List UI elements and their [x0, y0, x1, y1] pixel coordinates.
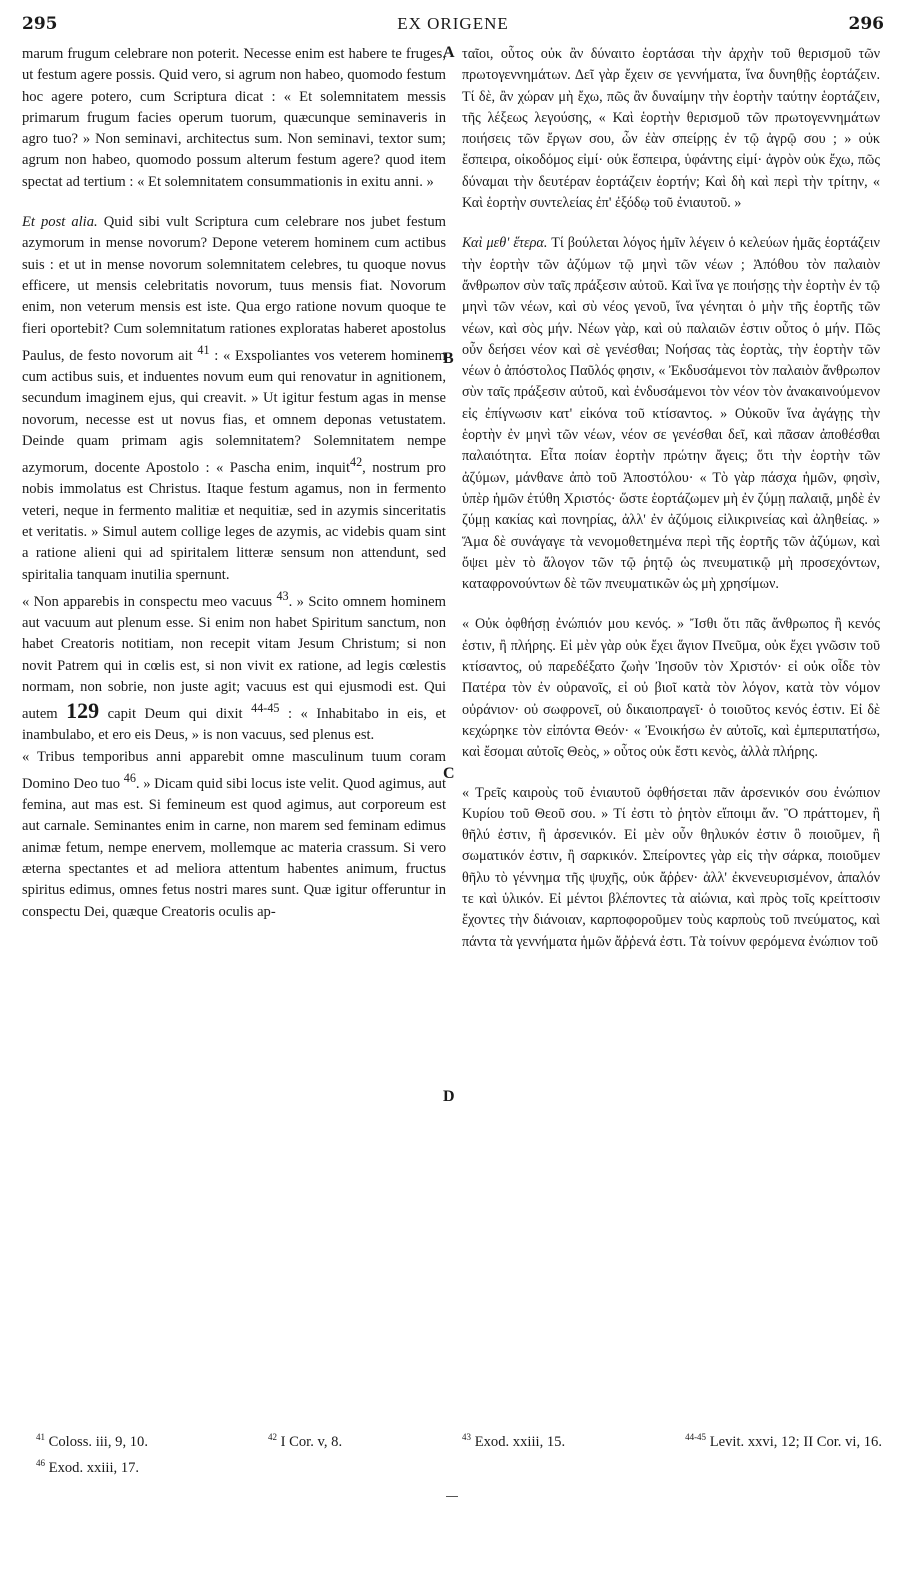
footnote-mark: 43: [462, 1432, 472, 1442]
greek-text: Τί βούλεται λόγος ἡμῖν λέγειν ὁ κελεύων ἡμᾶς ἑορτάζειν τὴν ἑορτὴν τῶν ἀζύμων τῷ μηνὶ τῶν νέων ; Ἀπόθου τὸν παλαιὸν ἄνθρωπον σὺν ταῖς πράξεσιν αὐτοῦ. Καὶ ἵνα γε ποιήσῃς τὴν ἑορτὴν ἐν τῷ μηνὶ τῶν νέων, καὶ σὺ νέος γενοῦ, ἵνα γένηται ὁ μὴν τῆς ἑορτῆς τῶν νέων, καὶ σὸς μήν. Νέων γὰρ, καὶ οὐ παλαιῶν ἐστιν οὗτος ὁ μήν. Πῶς οὖν δεήσει νέον καὶ σὲ γενέσθαι; Νοήσας τὰς ἑορτὰς, τὴν ἑορτὴν τῶν νέων ὁ ἀπόστολος Παῦλός φησιν, « Ἐκδυσάμενοι τὸν παλαιὸν ἄνθρωπον σὺν ταῖς πράξεσιν αὐτοῦ, καὶ ἐνδυσάμενοι τὸν νέον τὸν ἀνακαινούμενον εἰς ἐπίγνωσιν κατ' εἰκόνα τοῦ κτίσαντος. » Οὐκοῦν ἵνα ἀγάγῃς τὴν ἑορτὴν ἐν μηνὶ τῶν νέων, νέον σε γενέσθαι δεῖ, καὶ πᾶσαν ἀποθέσθαι παλαιότητα. Εἶτα ποίαν ἑορτὴν πρώτην ἄγεις; ὅτι τὴν ἑορτὴν τῶν ἀζύμων, μάνθανε ἀπὸ τοῦ Ἀποστόλου· « Τὸ γὰρ πάσχα ἡμῶν, φησὶν, ὑπὲρ ἡμῶν ἐτύθη Χριστός· ὥστε ἑορτάζωμεν μὴ ἐν ζύμῃ παλαιᾷ, μηδὲ ἐν ζύμῃ κακίας καὶ πονηρίας, ἀλλ' ἐν ἀζύμοις εἰλικρινείας καὶ ἀληθείας. » Ἅμα δὲ συνάγαγε τὰ νενομοθετημένα περὶ τῆς ἑορτῆς τῶν ἀζύμων, καὶ ὄψει μὲν τὸ ἄλογον τῶν τῷ ῥητῷ ὡς πνευματικῷ μὴ προσεχόντων, καταφρονούντων δὲ τῶν πνευματικῶν ὡς μὴ χρησίμων.: [462, 235, 880, 593]
footnote-44: [685, 1427, 882, 1453]
footnote-ref: 44-45: [251, 701, 280, 716]
footnote-ref: 43: [276, 588, 289, 603]
footnote-42: [268, 1427, 342, 1453]
latin-text: . » Scito omnem hominem aut vacuum aut plenum esse. Si enim non habet Spiritum sanctum, non habet Creatoris notitiam, non recepit vitam Jesum Christum; si non novit Patrem qui in cœlis est, si non vivit ex ratione, ad legis cœlestis normam, non sobrie, non juste agit; vacuus est qui ejusmodi est. Qui autem: [22, 593, 446, 723]
latin-paragraph-1: marum frugum celebrare non poterit. Necesse enim est habere te fruges, ut festum agere possis. Quid vero, si agrum non habeo, quomodo festum hoc agere potero, cum Scriptura dicat : « Et solemnitatem messis primarum frugum facies operum tuorum, quæcunque seminaveris in agro tuo? » Non seminavi, architectus sum. Non seminavi, textor sum; agrum non habeo, quomodo possum alterum festum agere? quod item spectat ad tertium : « Et solemnitatem consummationis in exitu anni. »: [22, 46, 446, 190]
footnote-ref: 42: [350, 455, 363, 470]
greek-paragraph-1: ταῖοι, οὗτος οὐκ ἂν δύναιτο ἑορτάσαι τὴν ἀρχὴν τοῦ θερισμοῦ τῶν πρωτογεννημάτων. Δεῖ γὰρ ἔχειν σε γεννήματα, ἵνα δυνηθῇς ἑορτάζειν. Τί δὲ, ἂν χώραν μὴ ἔχω, πῶς ἂν δυναίμην τὴν ἑορτὴν ταύτην ἑορτάζειν, τῆς λέξεως λεγούσης, « Καὶ ἑορτὴν θερισμοῦ τῶν πρωτογεννημάτων ποιήσεις τῶν ἔργων σου, ὧν ἐὰν σπείρῃς ἐν τῷ ἀγρῷ σου ; » οὐκ ἔσπειρα, οἰκοδόμος εἰμί· οὐκ ἔσπειρα, ὑφάντης εἰμί· ἀγρὸν οὐκ ἔχω, πῶς δύναμαι τὴν δευτέραν ἑορτάζειν ἑορτήν; Καὶ δὴ καὶ περὶ τὴν τρίτην, « Καὶ ἑορτὴν συντελείας ἐπ' ἐξόδῳ τοῦ ἐνιαυτοῦ. »: [462, 46, 880, 212]
latin-text: « Non apparebis in conspectu meo vacuus: [22, 593, 273, 610]
footnote-ref: 41: [197, 342, 210, 357]
page-number-left: 295: [22, 14, 58, 34]
latin-text: « Tribus temporibus anni apparebit omne masculinum tuum coram Domino Deo tuo: [22, 748, 446, 792]
footnote-text: Levit. xxvi, 12; II Cor. vi, 16.: [709, 1433, 882, 1450]
latin-lead: Et post alia.: [22, 214, 98, 231]
margin-marker-d: D: [443, 1088, 455, 1105]
footnote-41: [36, 1427, 148, 1453]
footnote-mark: 42: [267, 1432, 277, 1442]
footnote-mark: 46: [36, 1457, 45, 1468]
footnote-ref: 46: [123, 770, 136, 785]
latin-paragraph-3: [22, 586, 446, 747]
page-header: [22, 14, 884, 40]
greek-paragraph-3: « Οὐκ ὀφθήσῃ ἐνώπιόν μου κενός. » Ἴσθι ὅτι πᾶς ἄνθρωπος ἢ κενός ἐστιν, ἢ πλήρης. Εἰ μὲν γὰρ οὐκ ἔχει ἅγιον Πνεῦμα, οὐκ ἔχει γνῶσιν τοῦ κτίσαντος, οὐ παρεδέξατο ζωὴν Ἰησοῦν τὸν Χριστόν· εἰ οὐκ οἶδε τὸν Πατέρα τὸν ἐν οὐρανοῖς, εἰ οὐ βιοῖ κατὰ τὸν λόγον, κατὰ τὸν νόμον οὐράνιον· οὐ σωφρονεῖ, οὐ δικαιοπραγεῖ· ὁ τοιοῦτος κενός ἐστιν. Εἰ δὲ κεχώρηκε τὸν εἰπόντα Θεόν· « Ἐνοικήσω ἐν αὐτοῖς, καὶ ἐμπεριπατήσω, καὶ ἔσομαι αὐτοῖς Θεὸς, » οὗτος οὐκ ἔστι κενὸς, ἀλλὰ πλήρης.: [462, 616, 880, 761]
footnote-mark: 44-45: [685, 1432, 707, 1442]
footnote-text: Exod. xxiii, 15.: [474, 1433, 566, 1450]
greek-lead: Καὶ μεθ' ἕτερα.: [462, 235, 548, 252]
latin-text: : « Inhabitabo in eis, et inambulabo, et ero eis Deus, » is non vacuus, sed plenus est.: [22, 706, 446, 744]
page-number-right: 296: [848, 14, 884, 34]
running-title: EX ORIGENE: [397, 14, 509, 33]
latin-text: , nostrum pro nobis immolatus est Christus. Itaque festum agamus, non in fermento veteri, neque in fermento malitiæ et nequitiæ, sed in azymis sinceritatis et veritatis. » Simul autem collige leges de azymis, ac videbis quam sint a ratione alieni qui ad spiritalem litteræ sensum non attendunt, sed spiritalia tanquam inutilia spernunt.: [22, 460, 446, 583]
latin-text: capit Deum qui dixit: [107, 706, 243, 723]
latin-text: Quid sibi vult Scriptura cum celebrare nos jubet festum azymorum in mense novorum? Depone veterem hominem cum actibus suis : et ut in mense novorum solemnitatem celebres, tu quoque novus efficere, ut mensis celebritatis novorum, tuus mensis fiat. Novorum enim, non veterum mensis est iste. Qua ergo ratione novum quoque te fieri oportebit? Cum solemnitatum rationes exploratas haberet apostolus Paulus, de festo novorum ait: [22, 214, 446, 364]
latin-paragraph-2: [22, 212, 446, 586]
margin-marker-a: A: [443, 44, 455, 61]
greek-paragraph-4: « Τρεῖς καιροὺς τοῦ ἐνιαυτοῦ ὀφθήσεται πᾶν ἀρσενικόν σου ἐνώπιον Κυρίου τοῦ Θεοῦ σου. » Τί ἐστι τὸ ῥητὸν εἴποιμι ἄν. Ὃ πράττομεν, ἢ θῆλύ ἐστιν, ἢ ἀρσενικόν. Εἰ μὲν οὖν θηλυκόν ἐστιν ὃ ποιοῦμεν, ἢ σωματικόν ἐστιν, ἢ σαρκικόν. Σπείροντες γὰρ εἰς τὴν σάρκα, ποιοῦμεν θῆλυ τὸ γέννημα τῆς ψυχῆς, οὐκ ἄῤῥεν· ἀλλ' ἐκνενευρισμένον, ἁπαλόν τε καὶ ὑλικόν. Εἰ μέντοι βλέποντες τὰ αἰώνια, καὶ πρὸς τοῖς κρείττοσιν ἔχοντες τὴν διάνοιαν, καρποφοροῦμεν τοὺς καρποὺς τοῦ πνεύματος, καὶ πάντα τὰ γεννήματα ἡμῶν ἄῤῥενά ἐστι. Τὰ τοίνυν φερόμενα ἐνώπιον τοῦ: [462, 784, 880, 950]
footnote-mark: 41: [36, 1432, 45, 1442]
margin-marker-b: B: [443, 350, 454, 367]
footnote-text: Coloss. iii, 9, 10.: [48, 1433, 148, 1450]
margin-marker-c: C: [443, 765, 455, 782]
footnote-text: Exod. xxiii, 17.: [48, 1459, 140, 1476]
footnote-46: [36, 1453, 882, 1479]
footnote-43: [462, 1427, 565, 1453]
greek-column: [462, 44, 880, 953]
footnote-text: I Cor. v, 8.: [280, 1433, 343, 1450]
footnotes-line: [36, 1427, 882, 1453]
page-end-dash: [446, 1496, 458, 1497]
latin-text: : « Exspoliantes vos veterem hominem cum actibus suis, et induentes novum eum qui renovatur in agnitionem, secundum imaginem ejus, qui creavit. » Ut igitur festum agas in mense novorum, necesse est ut novus fias, et omnem deponas vetustatem. Deinde quam primam agis solemnitatem? Solemnitatem nempe azymorum, docente Apostolo : « Pascha enim, inquit: [22, 347, 446, 477]
latin-column: [22, 44, 446, 923]
column-number: 129: [66, 698, 100, 724]
latin-text: . » Dicam quid sibi locus iste velit. Quod agimus, aut femina, aut mas est. Si femineum est quod agimus, aut corporeum est aut carnale. Seminantes enim in carne, non marem sed feminam edimus animæ fetum, nempe enervem, mollemque ac materia crassum. Si vero æterna spectantes et ad meliora attentum habentes animum, fructus spiritus edimus, omnes fetus nostri mares sunt. Quæ igitur offeruntur in conspectu Dei, quæque Creatoris oculis ap-: [22, 775, 447, 920]
footnotes: [36, 1427, 882, 1479]
greek-paragraph-2: [462, 233, 880, 595]
latin-paragraph-4: [22, 747, 446, 923]
